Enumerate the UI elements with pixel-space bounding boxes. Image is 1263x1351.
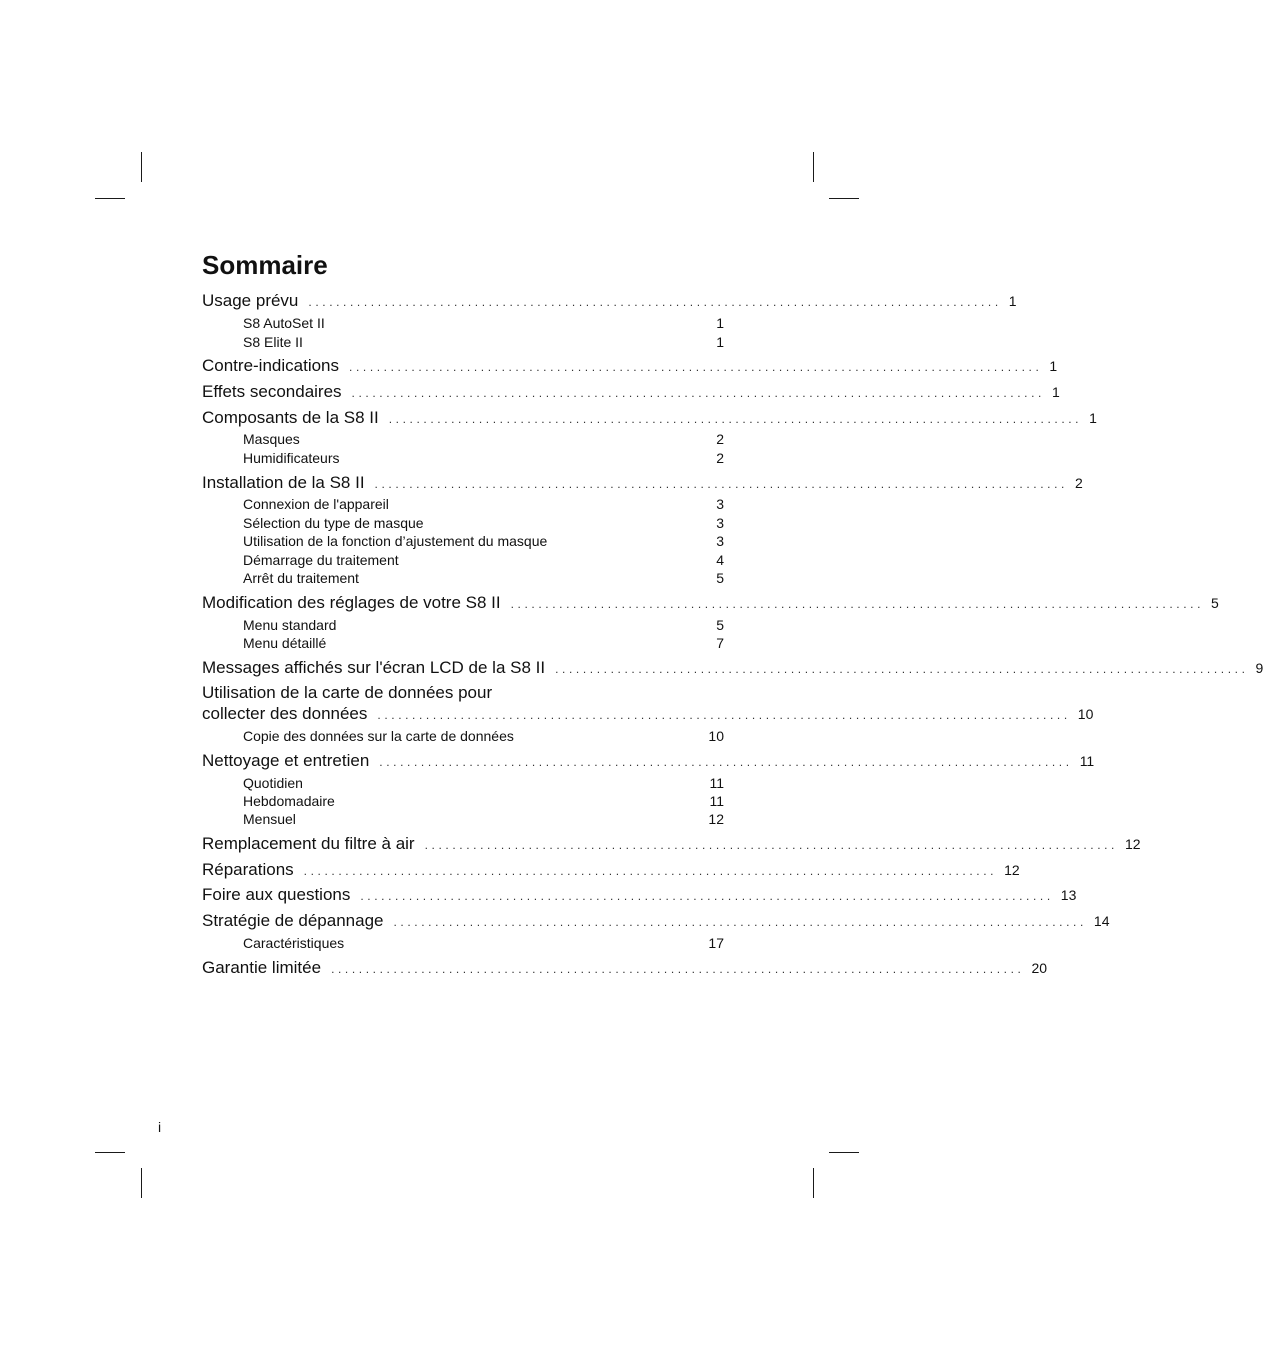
toc-page-number: 3 xyxy=(716,533,724,549)
toc-entry-label: Garantie limitée xyxy=(202,958,322,977)
toc-entry-garantie[interactable] xyxy=(202,958,1048,979)
toc-subentry-label: Mensuel xyxy=(243,811,296,827)
toc-entry-label: Composants de la S8 II xyxy=(202,408,379,427)
toc-entry-installation[interactable] xyxy=(202,473,1083,494)
toc-entry-nettoyage[interactable] xyxy=(202,751,1095,772)
toc-subentry-demarrage[interactable] xyxy=(243,551,724,569)
toc-leader-dots: .................................................................................................... xyxy=(374,477,1068,491)
toc-entry-label: Usage prévu xyxy=(202,291,299,310)
toc-subentry-arret[interactable] xyxy=(243,569,724,587)
toc-subentry-label: Arrêt du traitement xyxy=(243,570,359,586)
toc-entry-label: Réparations xyxy=(202,860,294,879)
toc-page-number: 3 xyxy=(716,515,724,531)
toc-entry-usage[interactable] xyxy=(202,291,1017,312)
toc-entry-filtre-air[interactable] xyxy=(202,834,1141,855)
toc-subentry-mensuel[interactable] xyxy=(243,810,724,828)
toc-leader-dots: .................................................................................................... xyxy=(424,838,1118,852)
toc-page-number: 5 xyxy=(716,617,724,633)
toc-leader-dots: .................................................................................................... xyxy=(379,755,1073,769)
toc-page-number: 9 xyxy=(1255,660,1263,676)
toc-page-number: 1 xyxy=(1089,410,1097,426)
toc-leader-dots: .................................................................................................... xyxy=(349,360,1043,374)
toc-page-number: 2 xyxy=(716,450,724,466)
toc-entry-faq[interactable] xyxy=(202,885,1077,906)
toc-subentry-copie-donnees[interactable] xyxy=(243,727,724,745)
toc-page-number: 14 xyxy=(1093,913,1110,929)
toc-entry-label: Remplacement du filtre à air xyxy=(202,834,415,853)
toc-page-number: 12 xyxy=(1004,862,1020,878)
toc-subentry-label: Menu standard xyxy=(243,617,337,633)
toc-leader-dots: .................................................................................................... xyxy=(351,386,1045,400)
toc-page-number: 5 xyxy=(1211,595,1219,611)
toc-subentry-fonction-ajustement[interactable] xyxy=(243,532,724,550)
toc-page-number: 11 xyxy=(1079,753,1095,769)
toc-entry-composants[interactable] xyxy=(202,408,1097,429)
toc-page-number: 1 xyxy=(716,334,724,350)
toc-page-number: 2 xyxy=(1074,475,1083,491)
toc-entry-label: collecter des données xyxy=(202,704,368,723)
toc-page-number: 11 xyxy=(709,793,724,809)
toc-subentry-label: Utilisation de la fonction d’ajustement du masque xyxy=(243,533,548,549)
toc-leader-dots: .................................................................................................... xyxy=(393,915,1087,929)
toc-page-number: 1 xyxy=(1051,384,1060,400)
toc-entry-label: Messages affichés sur l'écran LCD de la S8 II xyxy=(202,658,546,677)
toc-leader-dots: .................................................................................................... xyxy=(388,412,1083,426)
toc-entry-modification-reglages[interactable] xyxy=(202,593,1219,614)
toc-page-number: 7 xyxy=(716,635,724,651)
toc-entry-label: Foire aux questions xyxy=(202,885,351,904)
toc-entry-label: Contre-indications xyxy=(202,356,340,375)
toc-subentry-label: Connexion de l'appareil xyxy=(243,496,389,512)
toc-subentry-label: S8 AutoSet II xyxy=(243,315,325,331)
toc-page-number: 1 xyxy=(716,315,724,331)
toc-subentry-connexion[interactable] xyxy=(243,495,724,513)
toc-leader-dots: .................................................................................................... xyxy=(510,597,1205,611)
toc-subentry-s8-autoset[interactable] xyxy=(243,314,724,332)
toc-subentry-s8-elite[interactable] xyxy=(243,333,724,351)
toc-leader-dots: .................................................................................................... xyxy=(360,889,1054,903)
toc-subentry-menu-detaille[interactable] xyxy=(243,634,724,652)
toc-subentry-label: Caractéristiques xyxy=(243,935,345,951)
toc-leader-dots: .................................................................................................... xyxy=(308,295,1002,309)
toc-subentry-label: Hebdomadaire xyxy=(243,793,335,809)
toc-entry-label: Modification des réglages de votre S8 II xyxy=(202,593,501,612)
toc-entry-contre-indications[interactable] xyxy=(202,356,1058,377)
toc-subentry-quotidien[interactable] xyxy=(243,774,724,792)
toc-entry-label: Nettoyage et entretien xyxy=(202,751,370,770)
toc-subentry-label: Quotidien xyxy=(243,775,303,791)
toc-subentry-label: Humidificateurs xyxy=(243,450,340,466)
toc-entry-label: Installation de la S8 II xyxy=(202,473,365,492)
toc-subentry-menu-standard[interactable] xyxy=(243,616,724,634)
toc-subentry-label: Copie des données sur la carte de données xyxy=(243,728,514,744)
toc-entry-messages-lcd[interactable] xyxy=(202,658,1263,679)
toc-page-number: 1 xyxy=(1049,358,1058,374)
toc-subentry-label: S8 Elite II xyxy=(243,334,303,350)
toc-subentry-label: Masques xyxy=(243,431,300,447)
toc-page-number: 2 xyxy=(716,431,724,447)
toc-page-number: 12 xyxy=(708,811,724,827)
toc-leader-dots: .................................................................................................... xyxy=(555,662,1249,676)
toc-page-number: 12 xyxy=(1125,836,1141,852)
toc-subentry-label: Menu détaillé xyxy=(243,635,327,651)
toc-leader-dots: .................................................................................................... xyxy=(303,864,998,878)
toc-subentry-selection-masque[interactable] xyxy=(243,514,724,532)
toc-page-number: 17 xyxy=(708,935,724,951)
toc-subentry-label: Sélection du type de masque xyxy=(243,515,424,531)
toc-entry-carte-donnees[interactable] xyxy=(202,704,1094,725)
toc-page-number: 20 xyxy=(1031,960,1048,976)
toc-entry-effets-secondaires[interactable] xyxy=(202,382,1060,403)
page-folio: i xyxy=(158,1119,162,1135)
toc-page-number: 5 xyxy=(716,570,724,586)
toc-entry-reparations[interactable] xyxy=(202,860,1020,881)
toc-entry-strategie-depannage[interactable] xyxy=(202,911,1110,932)
toc-page-number: 13 xyxy=(1060,887,1077,903)
toc-page-number: 3 xyxy=(716,496,724,512)
page-title: Sommaire xyxy=(202,250,328,280)
toc-page-number: 11 xyxy=(709,775,724,791)
toc-page-number: 10 xyxy=(708,728,724,744)
toc-subentry-hebdomadaire[interactable] xyxy=(243,792,724,810)
toc-subentry-humidificateurs[interactable] xyxy=(243,449,724,467)
toc-subentry-label: Démarrage du traitement xyxy=(243,552,399,568)
toc-leader-dots: .................................................................................................... xyxy=(377,708,1071,722)
toc-entry-label: Stratégie de dépannage xyxy=(202,911,384,930)
toc-page-number: 4 xyxy=(716,552,724,568)
toc-entry-carte-donnees-line1[interactable]: Utilisation de la carte de données pour xyxy=(202,683,493,702)
toc-page-number: 1 xyxy=(1008,293,1017,309)
toc-page-number: 10 xyxy=(1077,706,1094,722)
toc-entry-label: Effets secondaires xyxy=(202,382,342,401)
toc-leader-dots: .................................................................................................... xyxy=(331,962,1025,976)
toc-subentry-masques[interactable] xyxy=(243,430,724,448)
toc-subentry-caracteristiques[interactable] xyxy=(243,934,724,952)
